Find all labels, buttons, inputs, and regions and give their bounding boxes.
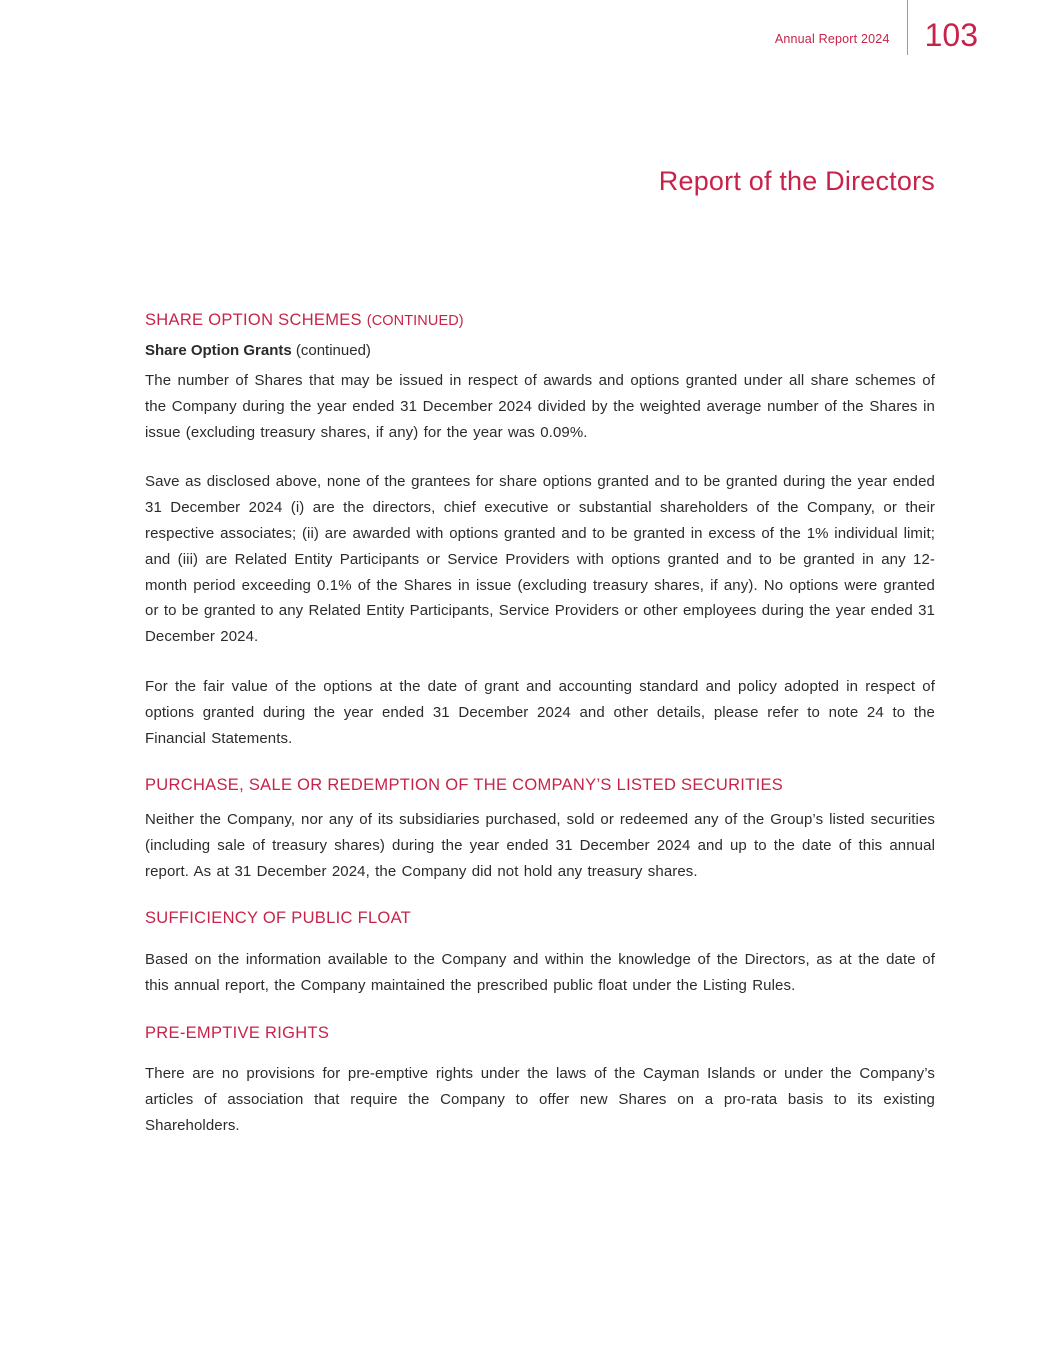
section-heading-pre-emptive-rights: PRE-EMPTIVE RIGHTS [145,1023,330,1042]
section-purchase-sale-redemption [145,775,935,884]
subheading-suffix: (continued) [291,342,371,360]
section-heading-share-option-schemes [145,310,935,331]
paragraph: For the fair value of the options at the date of grant and accounting standard and policy adopted in respect of options granted during the year ended 31 December 2024 and other details, please refer to note 24 to the Financial Statements. [145,677,935,747]
section-heading-text: SHARE OPTION SCHEMES [145,311,362,330]
content-column [145,0,935,1139]
paragraph: Based on the information available to the Company and within the knowledge of the Directors, as at the date of this annual report, the Company maintained the prescribed public float under the Listing Rules. [145,951,935,994]
section-heading-sufficiency-public-float: SUFFICIENCY OF PUBLIC FLOAT [145,909,412,928]
section-share-option-schemes [145,310,935,751]
section-pre-emptive-rights [145,1023,935,1139]
paragraph: There are no provisions for pre-emptive rights under the laws of the Cayman Islands or under the Company’s articles of association that require the Company to offer new Shares on a pro-rata basis to its existing Shareholders. [145,1065,935,1134]
section-sufficiency-public-float [145,908,935,998]
page-title: Report of the Directors [658,166,935,196]
report-label: Annual Report 2024 [774,32,890,46]
subheading-share-option-grants [145,342,935,359]
paragraph: The number of Shares that may be issued in respect of awards and options granted under all share schemes of the Company during the year ended 31 December 2024 divided by the weighted average number of the Shares in issue (excluding treasury shares, if any) for the year was 0.09%. [145,372,935,441]
paragraph: Neither the Company, nor any of its subsidiaries purchased, sold or redeemed any of the Group’s listed securities (including sale of treasury shares) during the year ended 31 December 2024 and up to the date of this annual report. As at 31 December 2024, the Company did not hold any treasury shares. [145,811,935,880]
page-number: 103 [924,17,978,53]
section-heading-purchase-sale-redemption: PURCHASE, SALE OR REDEMPTION OF THE COMPANY’S LISTED SECURITIES [145,776,784,795]
section-heading-suffix: (CONTINUED) [366,313,464,330]
subheading-bold-text: Share Option Grants [145,342,292,360]
paragraph: Save as disclosed above, none of the grantees for share options granted and to be granted during the year ended 31 December 2024 (i) are the directors, chief executive or substantial shareholders of the Company, or their respective associates; (ii) are awarded with options granted and to be granted in excess of the 1% individual limit; and (iii) are Related Entity Participants or Service Providers with options granted and to be granted in any 12-month period exceeding 0.1% of the Shares in issue (excluding treasury shares, if any). No options were granted or to be granted to any Related Entity Participants, Service Providers or other employees during the year ended 31 December 2024. [145,473,935,646]
